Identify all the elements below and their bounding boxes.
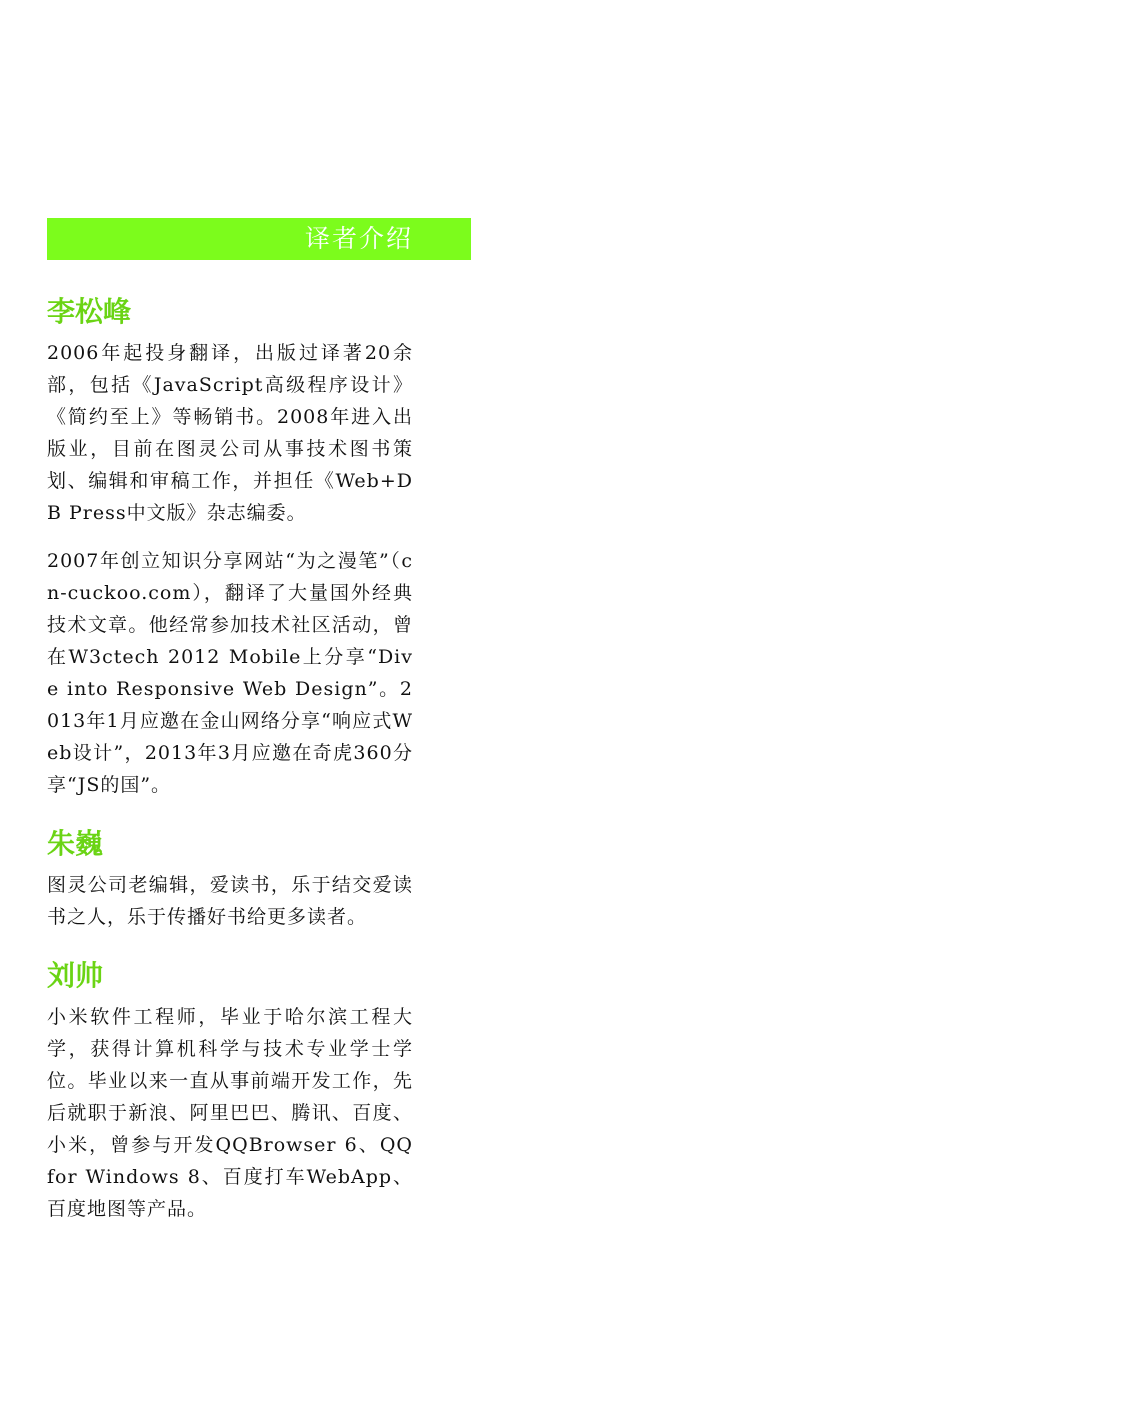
translator-bio-liu-shuai (47, 956, 413, 1225)
bio-paragraph: 2007年创立知识分享网站“为之漫笔”（cn-cuckoo.com），翻译了大量国外经典技术文章。他经常参加技术社区活动，曾在W3ctech 2012 Mobile上分享“Dive into Responsive Web Design”。2013年1月应邀在金山网络分享“响应式Web设计”，2013年3月应邀在奇虎360分享“JS的国”。 (47, 550, 413, 796)
translator-bios (47, 292, 413, 1225)
translator-bio-li-songfeng (47, 292, 413, 801)
translator-bio-zhu-wei (47, 824, 413, 933)
section-banner (47, 218, 471, 260)
bio-paragraph: 2006年起投身翻译，出版过译著20余部，包括《JavaScript高级程序设计》《简约至上》等畅销书。2008年进入出版业，目前在图灵公司从事技术图书策划、编辑和审稿工作，并担任《Web+DB Press中文版》杂志编委。 (47, 342, 413, 524)
translator-name: 朱巍 (47, 827, 104, 860)
bio-paragraph: 图灵公司老编辑，爱读书，乐于结交爱读书之人，乐于传播好书给更多读者。 (47, 874, 413, 928)
bio-paragraph: 小米软件工程师，毕业于哈尔滨工程大学，获得计算机科学与技术专业学士学位。毕业以来一直从事前端开发工作，先后就职于新浪、阿里巴巴、腾讯、百度、小米，曾参与开发QQBrowser 6、QQ for Windows 8、百度打车WebApp、百度地图等产品。 (47, 1006, 413, 1220)
section-title: 译者介绍 (304, 224, 413, 253)
translator-name: 李松峰 (47, 295, 132, 328)
translator-name: 刘帅 (47, 959, 104, 992)
